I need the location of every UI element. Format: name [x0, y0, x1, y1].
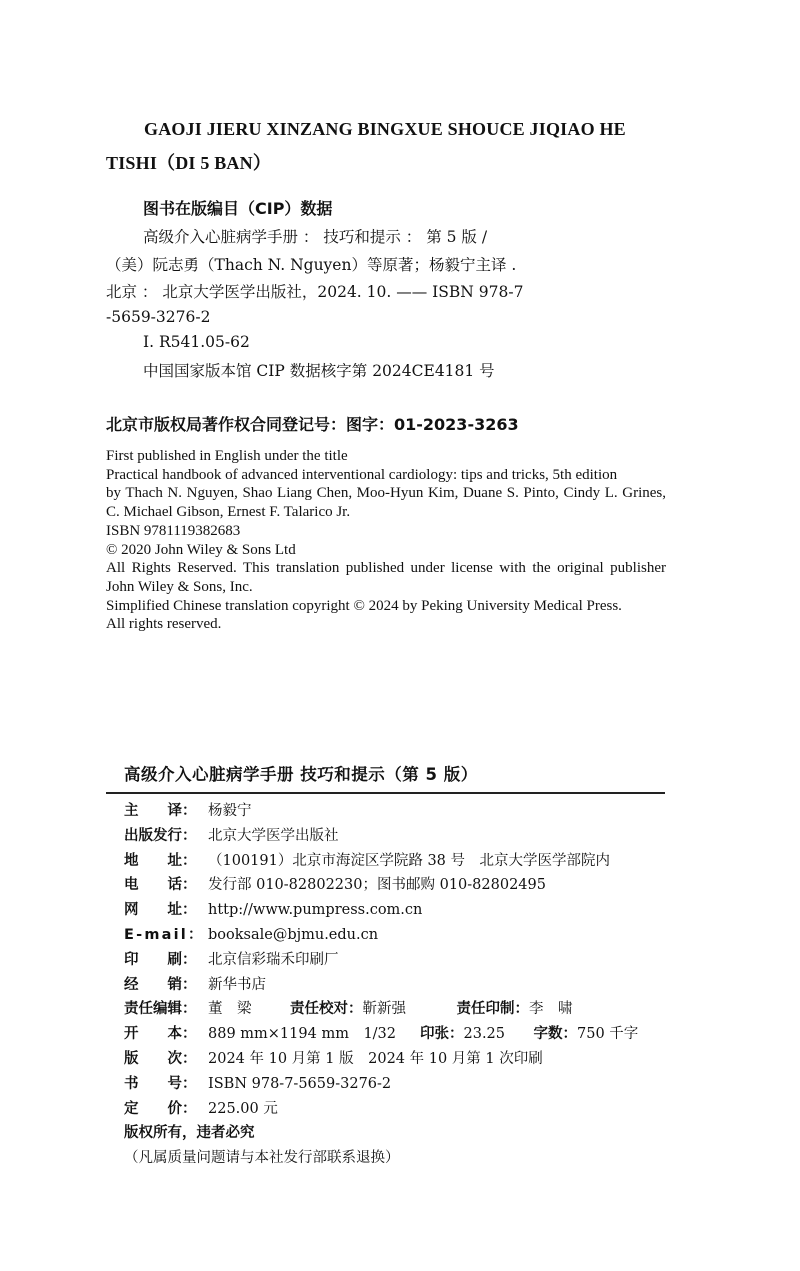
info-value: 23.25	[463, 1026, 506, 1043]
info-value: 新华书店	[208, 976, 266, 993]
info-row-distributor	[124, 973, 638, 998]
cip-classification: Ⅰ. R541.05-62	[143, 333, 250, 351]
english-line: Simplified Chinese translation copyright © 2024 by Peking University Medical Press.	[106, 597, 622, 614]
info-label: 地 址：	[124, 852, 197, 869]
info-label: 经 销：	[124, 976, 197, 993]
info-row-price	[124, 1097, 638, 1122]
info-value: 靳新强	[362, 1001, 406, 1018]
info-value: 北京信彩瑞禾印刷厂	[208, 951, 339, 968]
returns-notice: （凡属质量问题请与本社发行部联系退换）	[124, 1150, 400, 1167]
info-row-rights	[124, 1121, 638, 1146]
info-label: 责任印制：	[456, 1001, 529, 1018]
info-label: 版 次：	[124, 1050, 197, 1067]
english-line: by Thach N. Nguyen, Shao Liang Chen, Moo-Hyun Kim, Duane S. Pinto, Cindy L. Grines, C. Michael Gibson, Ernest F. Talarico Jr.	[106, 485, 666, 521]
info-row-website	[124, 898, 638, 923]
cip-heading: 图书在版编目（CIP）数据	[143, 199, 333, 218]
info-label: 印 刷：	[124, 951, 197, 968]
info-value: 889 mm×1194 mm 1/32	[208, 1026, 397, 1043]
info-row-translator	[124, 799, 638, 824]
cip-line: -5659-3276-2	[106, 308, 211, 326]
english-copyright-block	[106, 447, 666, 634]
info-row-responsibility	[124, 997, 638, 1022]
info-row-edition	[124, 1047, 638, 1072]
cip-line: 高级介入心脏病学手册 ： 技巧和提示 ： 第 5 版 /	[143, 228, 488, 246]
copyright-registration: 北京市版权局著作权合同登记号：图字：01-2023-3263	[106, 415, 519, 434]
english-line: All rights reserved.	[106, 616, 222, 633]
english-line: All Rights Reserved. This translation published under license with the original publisher John Wiley & Sons, Inc.	[106, 560, 666, 595]
info-row-returns	[124, 1146, 638, 1171]
info-value: 董 梁	[208, 1001, 252, 1018]
info-value: 发行部 010-82802230；图书邮购 010-82802495	[208, 877, 546, 894]
rights-notice: 版权所有，违者必究	[124, 1125, 255, 1142]
info-label: 出版发行：	[124, 827, 197, 844]
english-line: First published in English under the title	[106, 448, 348, 464]
info-row-printer	[124, 948, 638, 973]
cip-record-number: 中国国家版本馆 CIP 数据核字第 2024CE4181 号	[143, 362, 495, 380]
info-label: 定 价：	[124, 1100, 197, 1117]
info-label: 责任编辑：	[124, 1001, 197, 1018]
info-label: 字数：	[533, 1026, 577, 1043]
cip-line: （美）阮志勇（Thach N. Nguyen）等原著；杨毅宁主译 .	[106, 256, 517, 274]
info-row-address	[124, 849, 638, 874]
info-value: （100191）北京市海淀区学院路 38 号 北京大学医学部院内	[208, 852, 611, 869]
info-value: 北京大学医学出版社	[208, 827, 339, 844]
info-value: ISBN 978-7-5659-3276-2	[208, 1075, 392, 1092]
info-value: 750 千字	[577, 1026, 639, 1043]
info-value: http://www.pumpress.com.cn	[208, 902, 423, 919]
info-label: 电 话：	[124, 877, 197, 894]
info-value: 2024 年 10 月第 1 版 2024 年 10 月第 1 次印刷	[208, 1050, 543, 1067]
english-line: Practical handbook of advanced interventional cardiology: tips and tricks, 5th edition	[106, 466, 618, 483]
info-label: 主 译：	[124, 803, 197, 819]
info-row-publisher	[124, 824, 638, 849]
info-label: 网 址：	[124, 902, 197, 919]
divider	[106, 792, 665, 794]
info-label: 印张：	[420, 1026, 464, 1043]
english-line: ISBN 9781119382683	[106, 522, 241, 539]
info-value: 李 啸	[529, 1001, 573, 1018]
english-line: © 2020 John Wiley & Sons Ltd	[106, 541, 296, 558]
info-row-isbn	[124, 1072, 638, 1097]
info-label: E-mail：	[124, 926, 205, 943]
info-value: 杨毅宁	[208, 803, 252, 819]
info-label: 开 本：	[124, 1026, 197, 1043]
book-title: 高级介入心脏病学手册 技巧和提示（第 5 版）	[124, 765, 478, 784]
info-row-phone	[124, 873, 638, 898]
info-row-format	[124, 1022, 638, 1047]
publication-info	[124, 799, 638, 1171]
info-label: 书 号：	[124, 1075, 197, 1092]
info-row-email	[124, 923, 638, 948]
pinyin-title: GAOJI JIERU XINZANG BINGXUE SHOUCE JIQIAO HE TISHI（DI 5 BAN）	[106, 119, 626, 173]
cip-line: 北京 ： 北京大学医学出版社，2024. 10. —— ISBN 978-7	[106, 283, 524, 301]
info-label: 责任校对：	[290, 1001, 363, 1018]
info-value: booksale@bjmu.edu.cn	[208, 926, 379, 943]
info-value: 225.00 元	[208, 1100, 278, 1117]
